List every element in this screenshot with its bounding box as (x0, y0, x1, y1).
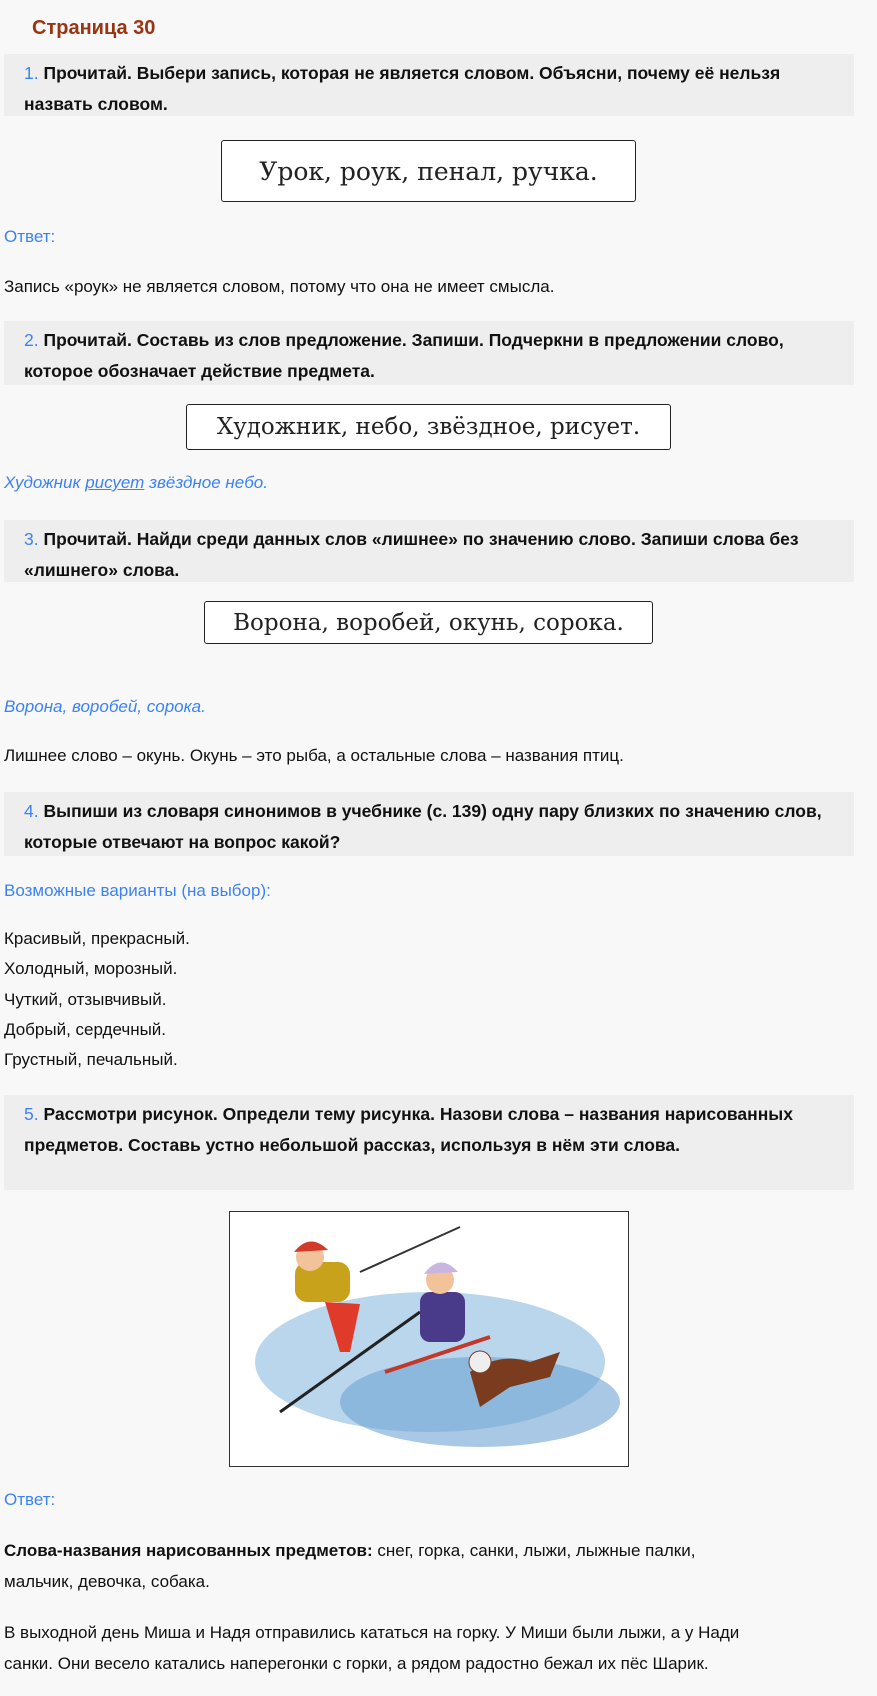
answer-5-words-2: мальчик, девочка, собака. (4, 1572, 210, 1591)
answer-2 (4, 468, 268, 498)
word-card-3: Ворона, воробей, окунь, сорока. (204, 601, 653, 644)
task-5 (4, 1095, 854, 1190)
word-card-2: Художник, небо, звёздное, рисует. (186, 404, 671, 450)
answer-3-text: Лишнее слово – окунь. Окунь – это рыба, а остальные слова – названия птиц. (4, 746, 624, 765)
answer-4-label: Возможные варианты (на выбор): (4, 881, 271, 900)
list-item: Красивый, прекрасный. (4, 929, 190, 948)
task-number: 3. (24, 529, 39, 549)
story-line: санки. Они весело катались наперегонки с горки, а рядом радостно бежал их пёс Шарик. (4, 1654, 709, 1673)
answer-5-words (4, 1535, 695, 1597)
answer-5-heading: Слова-названия нарисованных предметов: (4, 1541, 373, 1560)
task-text: Выпиши из словаря синонимов в учебнике (с. 139) одну пару близких по значению слов, которые отвечают на вопрос какой? (24, 801, 822, 852)
task-number: 4. (24, 801, 39, 821)
task-number: 2. (24, 330, 39, 350)
task-text: Рассмотри рисунок. Определи тему рисунка. Назови слова – названия нарисованных предметов. Составь устно небольшой рассказ, используя в нём эти слова. (24, 1104, 793, 1155)
task-text: Прочитай. Найди среди данных слов «лишнее» по значению слово. Запиши слова без «лишнего» слова. (24, 529, 799, 580)
synonym-list (4, 924, 190, 1075)
answer-2-end: звёздное небо. (144, 473, 268, 492)
story-line: В выходной день Миша и Надя отправились кататься на горку. У Миши были лыжи, а у Нади (4, 1623, 740, 1642)
answer-5-story (4, 1617, 739, 1679)
answer-3-italic: Ворона, воробей, сорока. (4, 697, 206, 716)
task-4 (4, 792, 854, 856)
list-item: Холодный, морозный. (4, 959, 178, 979)
task-text: Прочитай. Составь из слов предложение. Запиши. Подчеркни в предложении слово, которое обозначает действие предмета. (24, 330, 784, 381)
word-card-1: Урок, роук, пенал, ручка. (221, 140, 636, 202)
task-1 (4, 54, 854, 116)
answer-5-words-1: снег, горка, санки, лыжи, лыжные палки, (372, 1541, 696, 1560)
list-item: Добрый, сердечный. (4, 1019, 167, 1039)
answer-2-verb: рисует (85, 473, 145, 492)
answer-2-start: Художник (4, 473, 86, 492)
illustration-kids-sledding (229, 1211, 629, 1467)
task-number: 1. (24, 63, 39, 83)
answer-1: Запись «роук» не является словом, потому что она не имеет смысла. (4, 277, 555, 296)
answer-label: Ответ: (4, 1490, 56, 1509)
task-3 (4, 520, 854, 582)
list-item: Грустный, печальный. (4, 1050, 178, 1070)
page-title: Страница 30 (32, 17, 156, 39)
list-item: Чуткий, отзывчивый. (4, 989, 167, 1009)
task-2 (4, 321, 854, 385)
task-number: 5. (24, 1104, 39, 1124)
answer-label: Ответ: (4, 227, 56, 246)
task-text: Прочитай. Выбери запись, которая не является словом. Объясни, почему её нельзя назвать словом. (24, 63, 781, 114)
